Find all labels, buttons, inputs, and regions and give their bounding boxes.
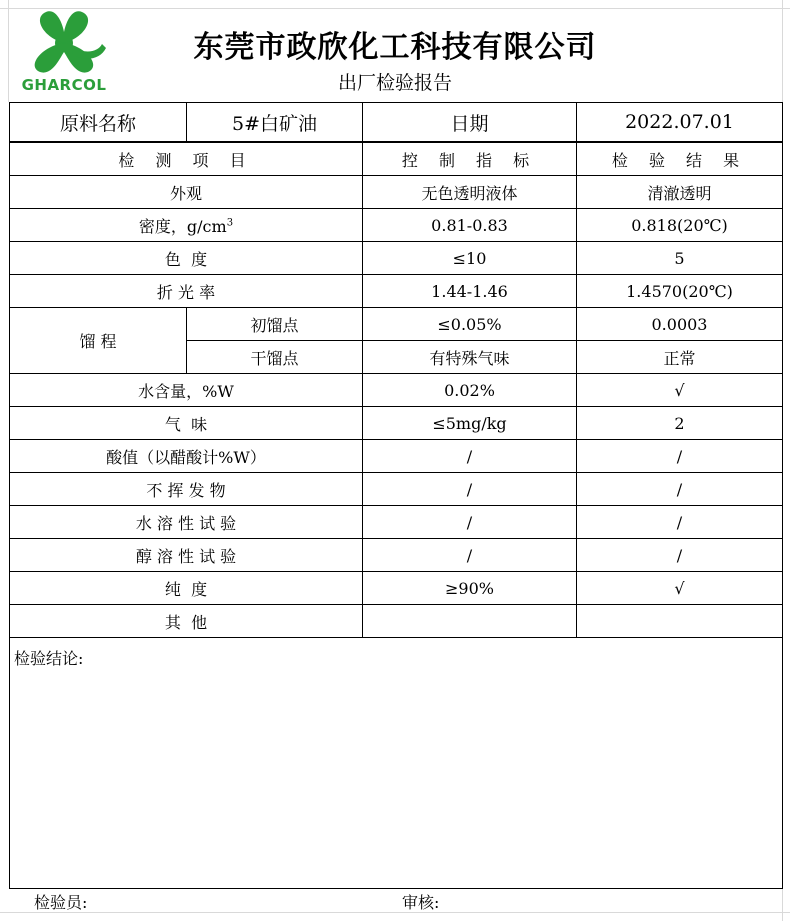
row-spec: ≤10 [363, 242, 577, 275]
row-result: √ [577, 374, 783, 407]
row-item: 气 味 [10, 407, 363, 440]
logo-wordmark: GHARCOL [21, 76, 107, 94]
conclusion-label: 检验结论: [14, 649, 84, 668]
row-item: 水 溶 性 试 验 [10, 506, 363, 539]
row-spec: / [363, 440, 577, 473]
table-row [10, 473, 783, 506]
row-spec: ≤0.05% [363, 308, 577, 341]
col-header-spec: 控 制 指 标 [363, 142, 577, 176]
table-row [10, 605, 783, 638]
material-label: 原料名称 [10, 103, 187, 143]
company-name: 东莞市政欣化工科技有限公司 [193, 30, 597, 65]
row-result: √ [577, 572, 783, 605]
row-spec: 1.44-1.46 [363, 275, 577, 308]
row-item: 醇 溶 性 试 验 [10, 539, 363, 572]
table-row [10, 374, 783, 407]
row-result [577, 605, 783, 638]
header-row [10, 103, 783, 143]
date-value: 2022.07.01 [577, 103, 783, 143]
table-row [10, 506, 783, 539]
row-item: 水含量，%W [10, 374, 363, 407]
row-result: / [577, 473, 783, 506]
row-spec: 0.81-0.83 [363, 209, 577, 242]
report-title: 出厂检验报告 [337, 72, 452, 94]
row-spec: / [363, 539, 577, 572]
row-item: 密度，g/cm [138, 216, 227, 236]
row-item: 折 光 率 [10, 275, 363, 308]
material-value: 5#白矿油 [187, 103, 363, 143]
company-logo [14, 8, 114, 96]
date-label: 日期 [363, 103, 577, 143]
inspection-table [9, 102, 783, 889]
row-item: 纯 度 [10, 572, 363, 605]
row-item-superscript: 3 [226, 217, 234, 229]
table-row [10, 242, 783, 275]
table-row [10, 308, 783, 341]
inspector-label: 检验员: [34, 893, 88, 912]
row-result: 2 [577, 407, 783, 440]
row-item: 不 挥 发 物 [10, 473, 363, 506]
row-result: / [577, 506, 783, 539]
row-spec: 无色透明液体 [363, 176, 577, 209]
table-row [10, 176, 783, 209]
row-spec [363, 605, 577, 638]
table-row [10, 440, 783, 473]
row-result: 清澈透明 [577, 176, 783, 209]
row-result: 0.0003 [577, 308, 783, 341]
row-subitem: 初馏点 [187, 308, 363, 341]
col-header-item: 检 测 项 目 [10, 142, 363, 176]
row-result: 1.4570(20℃) [577, 275, 783, 308]
row-spec: ≤5mg/kg [363, 407, 577, 440]
row-spec: / [363, 506, 577, 539]
table-row [10, 539, 783, 572]
table-row [10, 407, 783, 440]
row-item-density [10, 209, 363, 242]
conclusion-row [10, 638, 783, 889]
row-result: 0.818(20℃) [577, 209, 783, 242]
table-row [10, 275, 783, 308]
conclusion-cell [10, 638, 783, 889]
logo-mark-icon [14, 8, 114, 78]
row-item: 色 度 [10, 242, 363, 275]
row-result: 5 [577, 242, 783, 275]
column-header-row [10, 142, 783, 176]
col-header-result: 检 验 结 果 [577, 142, 783, 176]
row-spec: 0.02% [363, 374, 577, 407]
table-row [10, 209, 783, 242]
table-row [10, 572, 783, 605]
row-result: 正常 [577, 341, 783, 374]
row-subitem: 干馏点 [187, 341, 363, 374]
row-item: 酸值（以醋酸计%W） [10, 440, 363, 473]
row-item: 其 他 [10, 605, 363, 638]
row-spec: / [363, 473, 577, 506]
row-spec: ≥90% [363, 572, 577, 605]
row-result: / [577, 440, 783, 473]
row-item: 外观 [10, 176, 363, 209]
distillation-label: 馏 程 [10, 308, 187, 374]
row-result: / [577, 539, 783, 572]
row-spec: 有特殊气味 [363, 341, 577, 374]
reviewer-label: 审核: [402, 893, 440, 912]
